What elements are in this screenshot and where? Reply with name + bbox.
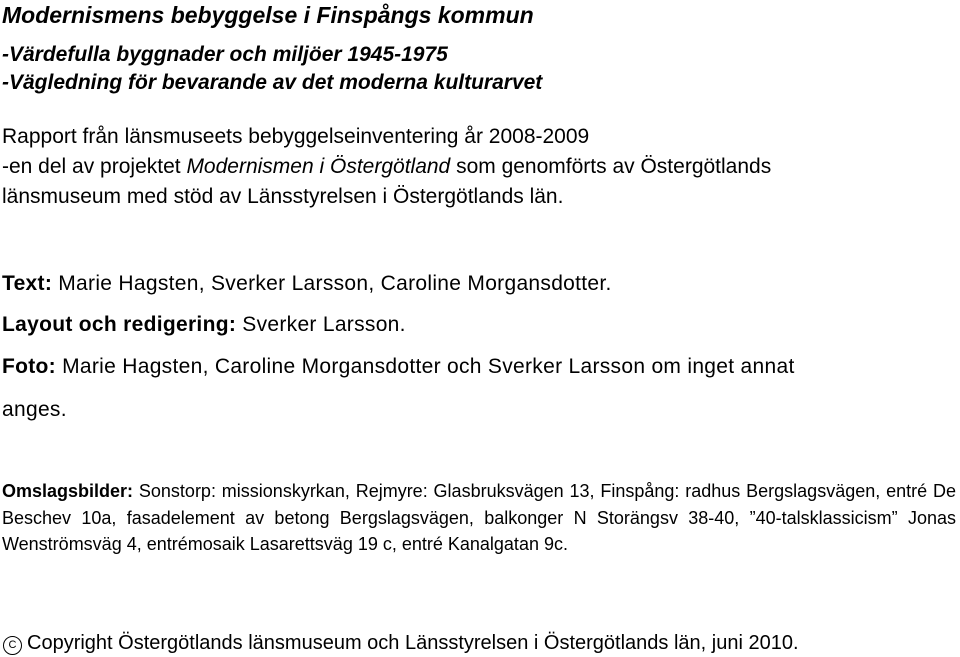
report-line-1: Rapport från länsmuseets bebyggelseinventering år 2008-2009	[2, 125, 590, 148]
report-line-2	[2, 155, 771, 179]
report-line-2-post: som genomförts av Östergötlands	[450, 155, 772, 178]
project-name: Modernismen i Östergötland	[186, 155, 451, 178]
document-title: Modernismens bebyggelse i Finspångs kommun	[2, 2, 534, 28]
report-line-2-pre: -en del av projektet	[2, 155, 187, 178]
copyright-line	[2, 632, 799, 655]
credit-foto	[2, 355, 795, 379]
copyright-icon: C	[3, 636, 22, 655]
cover-images-label: Omslagsbilder:	[2, 481, 134, 501]
cover-images-text: Sonstorp: missionskyrkan, Rejmyre: Glasbruksvägen 13, Finspång: radhus Bergslagsvägen, entré De Beschev 10a, fasadelement av betong Bergslagsvägen, balkonger N Storängsv 38-40, ”40-talsklassicism” Jonas Wenströmsväg 4, entrémosaik Lasarettsväg 19 c, entré Kanalgatan 9c.	[2, 481, 956, 554]
report-line-3: länsmuseum med stöd av Länsstyrelsen i Östergötlands län.	[2, 185, 564, 208]
credit-text	[2, 272, 612, 296]
credit-layout-label: Layout och redigering:	[2, 313, 237, 336]
credit-text-label: Text:	[2, 272, 53, 295]
credit-text-value: Marie Hagsten, Sverker Larsson, Caroline Morgansdotter.	[52, 272, 612, 295]
credit-foto-label: Foto:	[2, 355, 56, 378]
credit-foto-continued: anges.	[2, 398, 67, 421]
subtitle-guidance: -Vägledning för bevarande av det moderna kulturarvet	[2, 71, 543, 94]
credit-layout-value: Sverker Larsson.	[236, 313, 406, 336]
credit-layout	[2, 313, 406, 337]
subtitle-valuable-buildings: -Värdefulla byggnader och miljöer 1945-1975	[2, 43, 448, 66]
cover-images-paragraph	[2, 478, 956, 558]
copyright-text: Copyright Östergötlands länsmuseum och Länsstyrelsen i Östergötlands län, juni 2010.	[27, 632, 799, 654]
credit-foto-value: Marie Hagsten, Caroline Morgansdotter och Sverker Larsson om inget annat	[55, 355, 795, 378]
